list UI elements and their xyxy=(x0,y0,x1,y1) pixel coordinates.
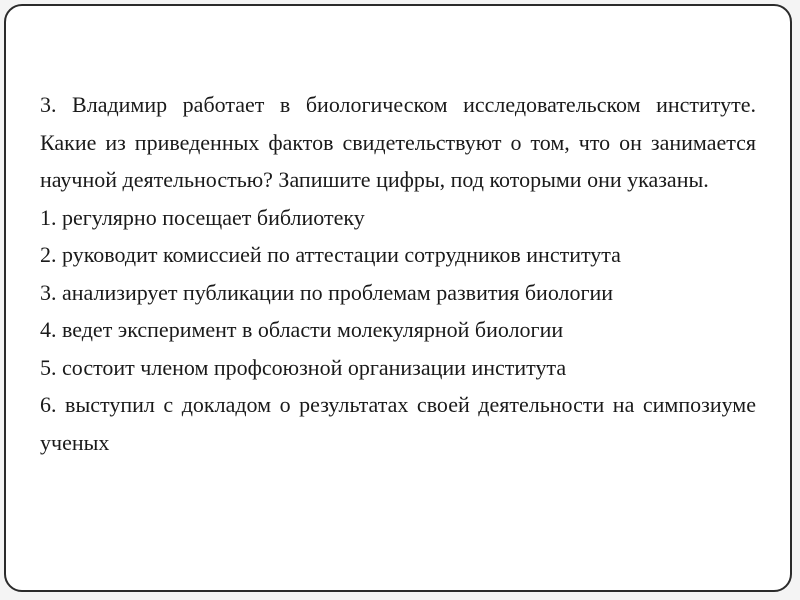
option-2: 2. руководит комиссией по аттестации сотрудников института xyxy=(40,242,621,267)
option-3: 3. анализирует публикации по проблемам развития биологии xyxy=(40,279,614,305)
question-text: 3. Владимир работает в биологическом исследовательском институте. Какие из приведенных фактов свидетельствуют о том, что он занимается научной деятельностью? Запишите цифры, под которыми они указаны. xyxy=(40,92,756,192)
question-block xyxy=(40,86,756,461)
option-4: 4. ведет эксперимент в области молекулярной биологии xyxy=(40,317,564,342)
option-5: 5. состоит членом профсоюзной организации института xyxy=(40,354,567,380)
option-1: 1. регулярно посещает библиотеку xyxy=(40,204,365,230)
option-6: 6. выступил с докладом о результатах своей деятельности на симпозиуме ученых xyxy=(40,392,756,455)
